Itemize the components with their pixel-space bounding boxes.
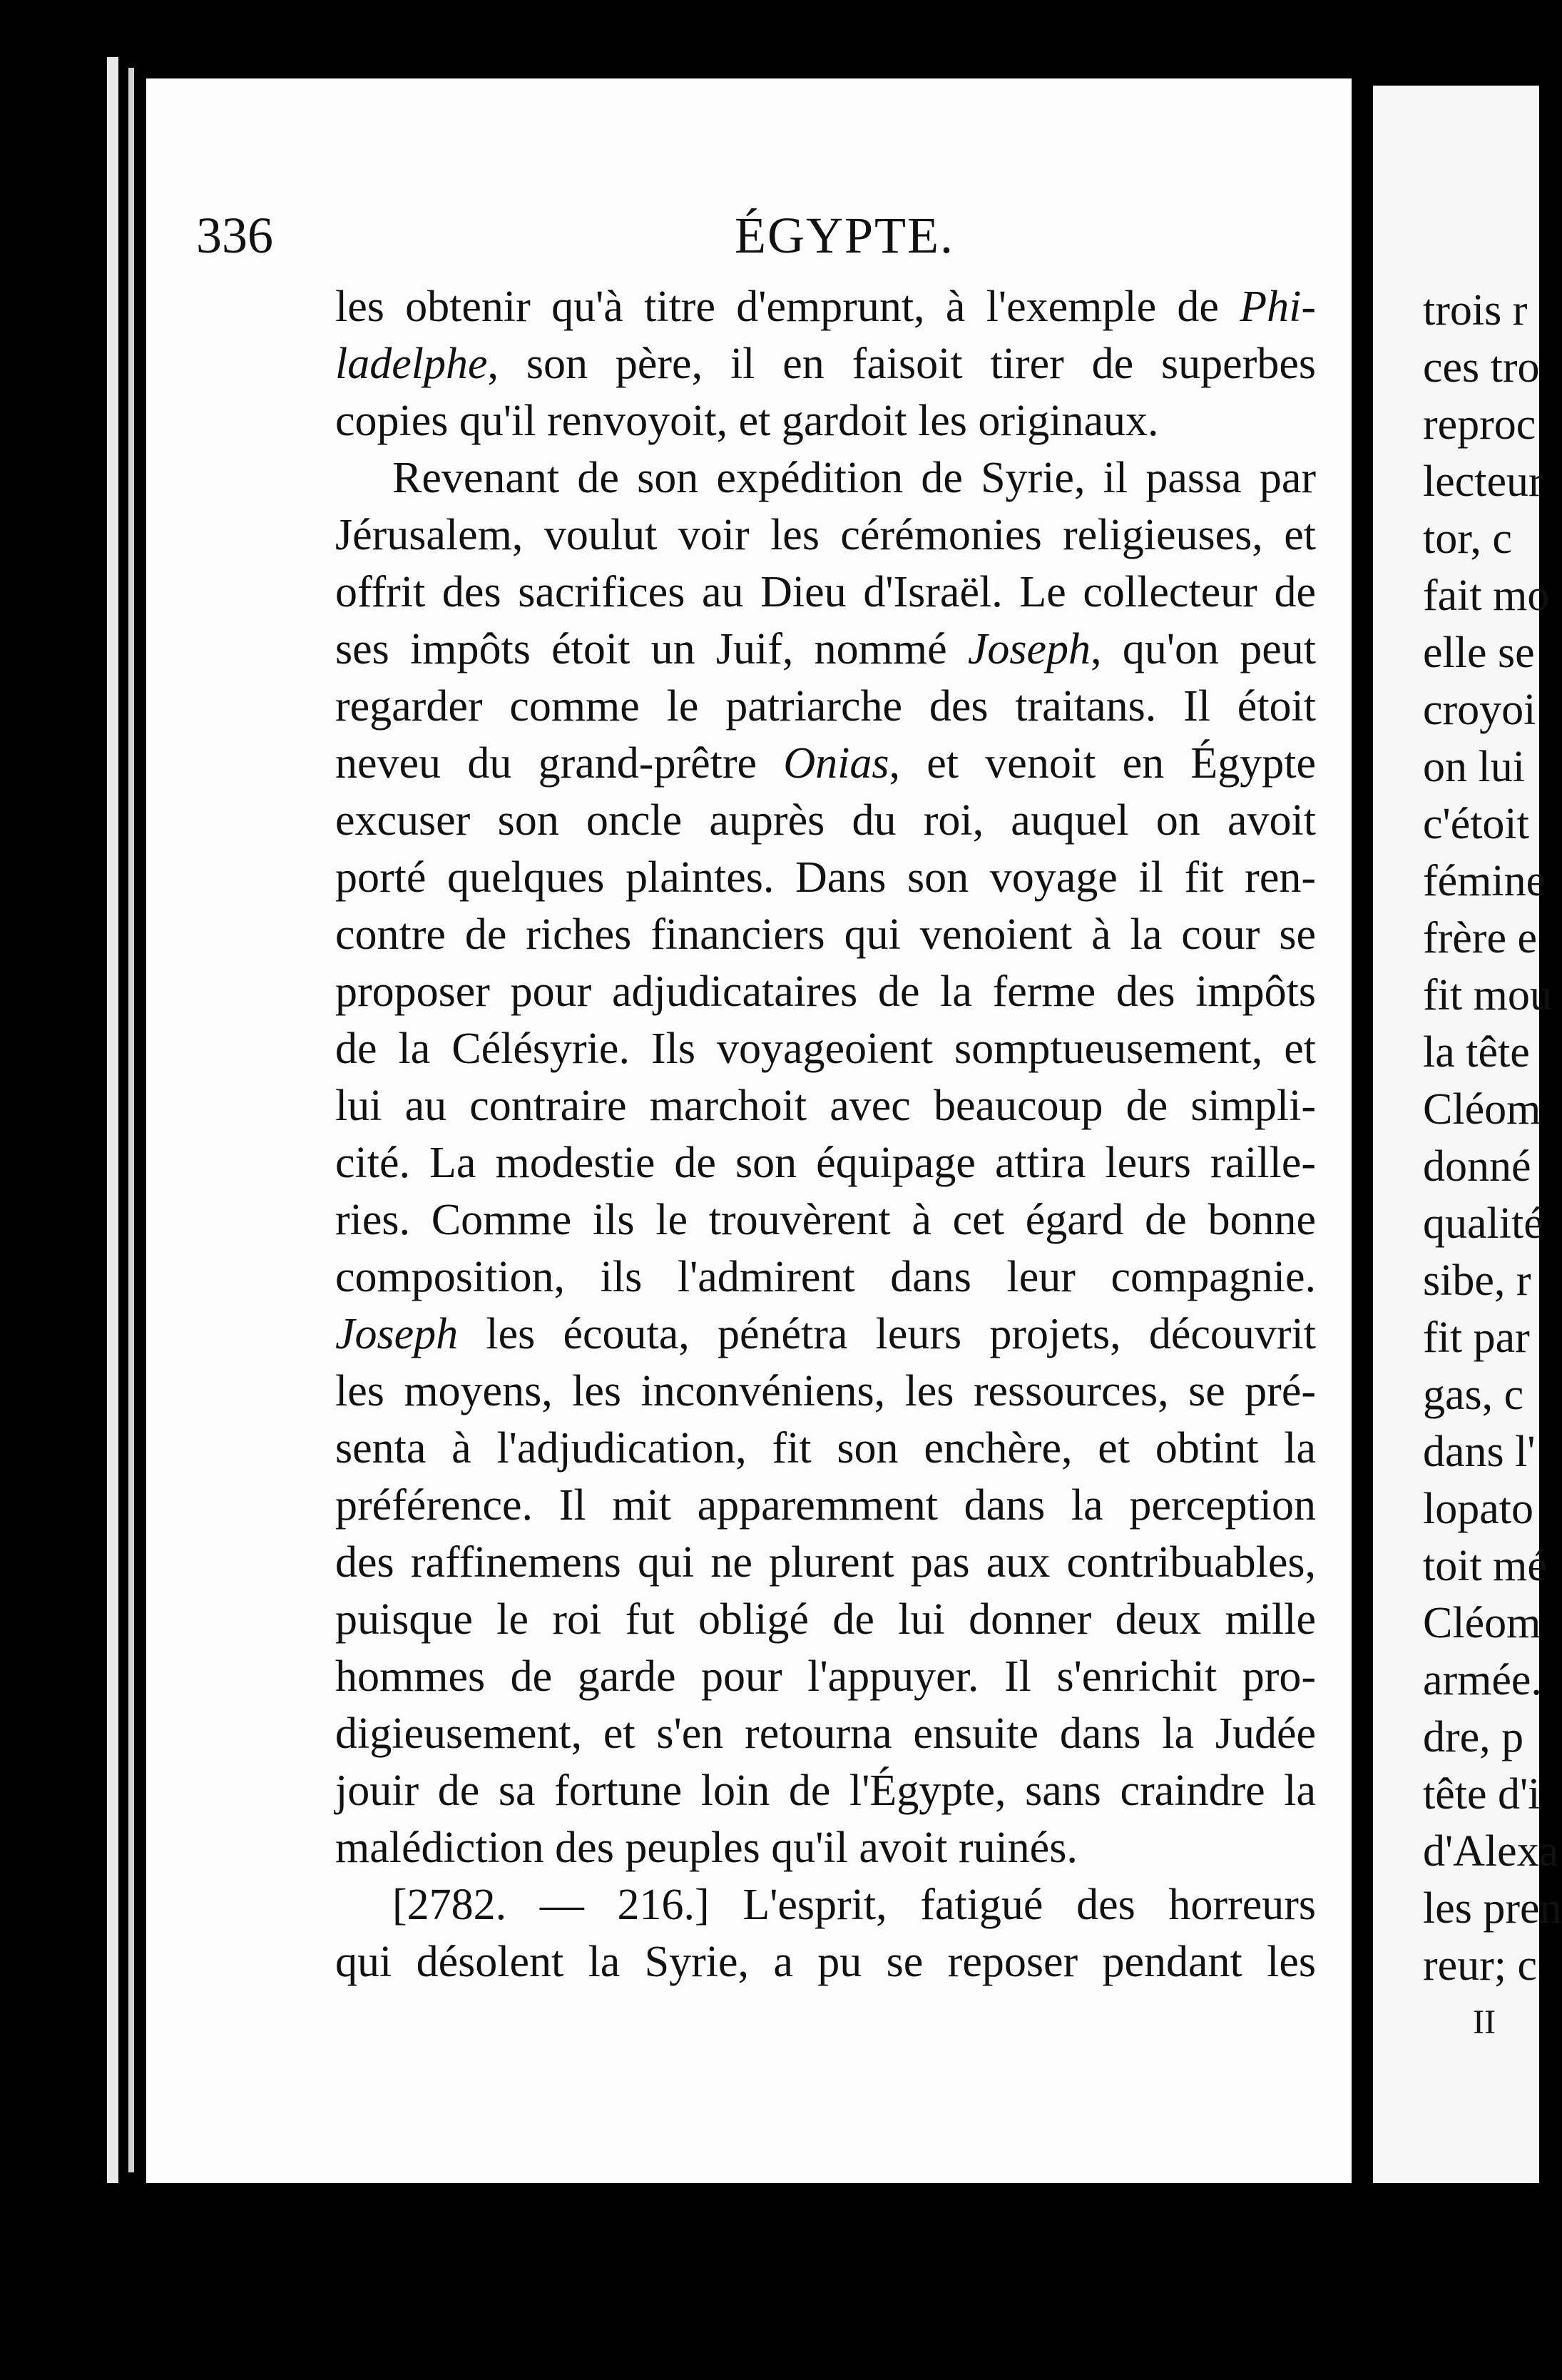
facing-line: fit mou xyxy=(1423,971,1552,1019)
facing-line: c'étoit xyxy=(1423,800,1529,848)
text-line: neveu du grand-prêtre Onias, et venoit en Égypte xyxy=(335,739,1316,788)
facing-line: les pren xyxy=(1423,1884,1562,1933)
text-line: Jérusalem, voulut voir les cérémonies religieuses, et xyxy=(335,511,1316,559)
facing-line: fémine xyxy=(1423,857,1546,905)
text-line: les obtenir qu'à titre d'emprunt, à l'exemple de Phi- xyxy=(335,283,1316,331)
page-body-text xyxy=(335,278,1316,1990)
text-line: ladelphe, son père, il en faisoit tirer de superbes xyxy=(335,340,1316,388)
text-line: digieusement, et s'en retourna ensuite dans la Judée xyxy=(335,1709,1316,1758)
facing-line: lecteur xyxy=(1423,457,1543,506)
text-line: hommes de garde pour l'appuyer. Il s'enrichit pro- xyxy=(335,1652,1316,1701)
text-line: de la Célésyrie. Ils voyageoient somptueusement, et xyxy=(335,1024,1316,1073)
text-line: préférence. Il mit apparemment dans la perception xyxy=(335,1481,1316,1530)
text-line: offrit des sacrifices au Dieu d'Israël. Le collecteur de xyxy=(335,568,1316,616)
facing-line: tor, c xyxy=(1423,514,1512,563)
text-line: proposer pour adjudicataires de la ferme des impôts xyxy=(335,967,1316,1016)
text-line: Revenant de son expédition de Syrie, il passa par xyxy=(392,454,1316,502)
text-line: senta à l'adjudication, fit son enchère, et obtint la xyxy=(335,1424,1316,1473)
text-line: puisque le roi fut obligé de lui donner deux mille xyxy=(335,1595,1316,1644)
text-line: copies qu'il renvoyoit, et gardoit les originaux. xyxy=(335,397,1159,445)
text-line: cité. La modestie de son équipage attira leurs raille- xyxy=(335,1139,1316,1187)
facing-line: toit mé xyxy=(1423,1542,1547,1590)
text-line: les moyens, les inconvéniens, les ressources, se pré- xyxy=(335,1367,1316,1415)
facing-line: donné xyxy=(1423,1142,1531,1191)
text-line: porté quelques plaintes. Dans son voyage il fit ren- xyxy=(335,853,1316,902)
text-line: malédiction des peuples qu'il avoit ruinés. xyxy=(335,1824,1078,1872)
text-line: ries. Comme ils le trouvèrent à cet égard de bonne xyxy=(335,1196,1316,1244)
facing-line: dre, p xyxy=(1423,1713,1524,1761)
facing-line: croyoi xyxy=(1423,686,1536,734)
text-line: qui désolent la Syrie, a pu se reposer pendant les xyxy=(335,1938,1316,1986)
facing-line: frère e xyxy=(1423,914,1537,962)
facing-line: d'Alexa xyxy=(1423,1827,1559,1876)
facing-line: sibe, r xyxy=(1423,1256,1531,1305)
text-line: regarder comme le patriarche des traitans. Il étoit xyxy=(335,682,1316,731)
text-line: jouir de sa fortune loin de l'Égypte, sans craindre la xyxy=(335,1766,1316,1815)
facing-line: reur; c xyxy=(1423,1941,1538,1990)
text-line: des raffinemens qui ne plurent pas aux contribuables, xyxy=(335,1538,1316,1587)
facing-line: tête d'i xyxy=(1423,1770,1541,1819)
running-title: ÉGYPTE. xyxy=(735,207,954,264)
facing-line: la tête xyxy=(1423,1028,1530,1077)
text-line: contre de riches financiers qui venoient à la cour se xyxy=(335,910,1316,959)
facing-line: fit par xyxy=(1423,1313,1530,1362)
facing-line: gas, c xyxy=(1423,1370,1524,1419)
facing-line: dans l' xyxy=(1423,1428,1536,1476)
text-line: composition, ils l'admirent dans leur compagnie. xyxy=(335,1253,1316,1301)
facing-line: elle se xyxy=(1423,629,1535,677)
facing-line: ces tro xyxy=(1423,343,1540,392)
facing-line: armée. xyxy=(1423,1656,1542,1704)
facing-line: lopato xyxy=(1423,1485,1533,1533)
text-line: ses impôts étoit un Juif, nommé Joseph, qu'on peut xyxy=(335,625,1317,673)
page-number: 336 xyxy=(196,207,273,264)
facing-line: II xyxy=(1473,2003,1496,2041)
facing-line: trois r xyxy=(1423,286,1528,335)
facing-line: Cléom xyxy=(1423,1599,1541,1647)
book-edge-inner xyxy=(128,68,134,2172)
facing-page xyxy=(1373,86,1562,2183)
facing-line: Cléom xyxy=(1423,1085,1541,1134)
book-edge xyxy=(107,57,118,2183)
text-line: excuser son oncle auprès du roi, auquel on avoit xyxy=(335,796,1316,845)
facing-line: qualité xyxy=(1423,1199,1543,1248)
text-line: [2782. — 216.] L'esprit, fatigué des horreurs xyxy=(392,1881,1316,1929)
text-line: lui au contraire marchoit avec beaucoup de simpli- xyxy=(335,1082,1316,1130)
facing-line: fait mo xyxy=(1423,571,1550,620)
facing-line: on lui xyxy=(1423,743,1525,791)
text-line: Joseph les écouta, pénétra leurs projets, découvrit xyxy=(335,1310,1316,1358)
facing-line: reproc xyxy=(1423,400,1536,449)
